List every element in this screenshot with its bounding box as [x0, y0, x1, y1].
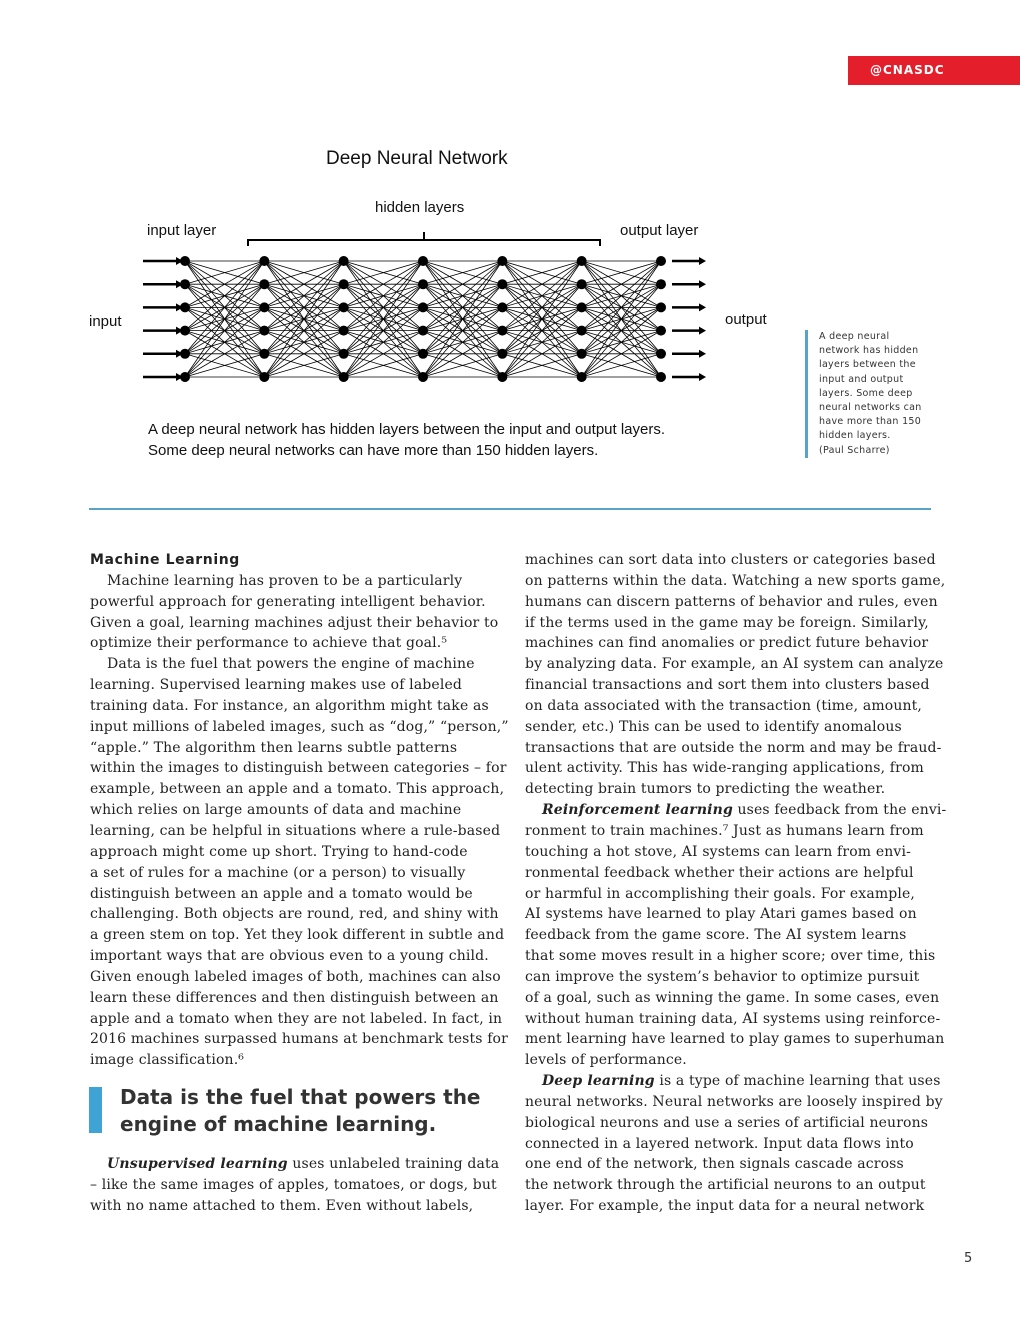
text-line — [525, 717, 946, 738]
neuron-node — [656, 279, 666, 289]
arrow-head — [699, 350, 706, 358]
neuron-node — [259, 302, 269, 312]
text-line — [525, 675, 946, 696]
output-label: output — [725, 311, 767, 328]
emphasized-term: Reinforcement learning — [542, 802, 733, 819]
neuron-node — [577, 302, 587, 312]
line-text: Given enough labeled images of both, machines can also — [90, 968, 501, 985]
neuron-node — [180, 372, 190, 382]
neuron-node — [577, 256, 587, 266]
side-caption-line: network has hidden — [819, 345, 919, 357]
neuron-node — [656, 349, 666, 359]
line-text: by analyzing data. For example, an AI system can analyze — [525, 656, 944, 673]
side-caption-line: neural networks can — [819, 402, 922, 414]
output-layer-label: output layer — [620, 222, 699, 239]
line-text: layer. For example, the input data for a neural network — [525, 1198, 925, 1215]
line-text: can improve the system’s behavior to optimize pursuit — [525, 968, 920, 985]
side-caption-line: layers. Some deep — [819, 387, 913, 399]
neuron-node — [656, 372, 666, 382]
text-line — [525, 1029, 946, 1050]
side-caption-line: A deep neural — [819, 331, 890, 342]
side-caption-line: input and output — [819, 373, 904, 385]
section-heading: Machine Learning — [90, 552, 240, 568]
text-line — [525, 988, 946, 1009]
neuron-node — [656, 256, 666, 266]
line-text: transactions that are outside the norm and may be fraud- — [525, 739, 942, 756]
text-line — [90, 717, 509, 738]
text-line — [525, 925, 946, 946]
emphasized-term: Deep learning — [542, 1073, 655, 1090]
line-text: a green stem on top. Yet they look different in subtle and — [90, 927, 505, 944]
line-text: training data. For instance, an algorithm might take as — [90, 697, 489, 714]
neuron-node — [497, 349, 507, 359]
text-line — [525, 779, 946, 800]
line-text: learning. Supervised learning makes use of labeled — [90, 677, 463, 694]
neuron-node — [259, 349, 269, 359]
arrow-head — [699, 257, 706, 265]
line-text: feedback from the game score. The AI system learns — [525, 927, 907, 944]
text-line — [525, 758, 946, 779]
neuron-node — [180, 326, 190, 336]
neuron-node — [259, 256, 269, 266]
neuron-node — [497, 326, 507, 336]
text-line — [525, 1009, 946, 1030]
neuron-node — [577, 279, 587, 289]
text-line — [525, 1134, 946, 1155]
line-text: apple and a tomato when they are not labeled. In fact, in — [90, 1010, 503, 1027]
side-caption-line: layers between the — [819, 359, 916, 371]
line-text: ronment to train machines.⁷ Just as humans learn from — [525, 822, 924, 839]
pull-quote-bar — [89, 1087, 102, 1133]
neuron-node — [339, 372, 349, 382]
text-line — [525, 1196, 946, 1217]
text-line — [525, 592, 946, 613]
line-text: biological neurons and use a series of artificial neurons — [525, 1114, 929, 1131]
text-line — [525, 821, 946, 842]
text-line — [525, 1092, 946, 1113]
neuron-node — [418, 302, 428, 312]
line-text: image classification.⁶ — [90, 1052, 245, 1069]
neuron-node — [656, 302, 666, 312]
line-text: without human training data, AI systems using reinforce- — [525, 1010, 941, 1027]
text-line — [90, 800, 509, 821]
line-text: learn these differences and then distinguish between an — [90, 989, 499, 1006]
line-text: example, between an apple and a tomato. This approach, — [90, 781, 505, 798]
side-caption-line: (Paul Scharre) — [819, 444, 890, 456]
line-text: on data associated with the transaction (time, amount, — [525, 697, 923, 714]
neuron-node — [418, 256, 428, 266]
right-column — [525, 550, 946, 1217]
line-text: or harmful in accomplishing their goals. For example, — [525, 885, 916, 902]
side-caption-line: have more than 150 — [819, 416, 922, 428]
text-line — [525, 550, 946, 571]
text-line — [525, 1175, 946, 1196]
hidden-layers-label: hidden layers — [375, 199, 465, 216]
line-text: 2016 machines surpassed humans at benchmark tests for — [90, 1031, 508, 1048]
text-line — [525, 1071, 946, 1092]
text-line — [90, 654, 509, 675]
text-line — [90, 821, 509, 842]
text-line — [90, 1175, 499, 1196]
neuron-node — [180, 256, 190, 266]
neuron-node — [339, 279, 349, 289]
text-line — [90, 675, 509, 696]
line-text: on patterns within the data. Watching a new sports game, — [525, 572, 946, 589]
line-text: “apple.” The algorithm then learns subtle patterns — [90, 739, 458, 756]
text-line — [525, 904, 946, 925]
neuron-node — [497, 302, 507, 312]
neuron-node — [339, 256, 349, 266]
line-text: ment learning have learned to play games to superhuman — [525, 1031, 945, 1048]
text-line — [90, 842, 509, 863]
text-line — [525, 800, 946, 821]
neuron-node — [418, 349, 428, 359]
line-text: neural networks. Neural networks are loosely inspired by — [525, 1093, 943, 1110]
line-text: one end of the network, then signals cascade across — [525, 1156, 904, 1173]
line-text: AI systems have learned to play Atari games based on — [525, 906, 917, 923]
line-text: machines can find anomalies or predict future behavior — [525, 635, 929, 652]
text-line — [90, 946, 509, 967]
line-text: touching a hot stove, AI systems can learn from envi- — [525, 843, 911, 860]
line-text: within the images to distinguish between categories – for — [90, 760, 507, 777]
text-line — [525, 654, 946, 675]
text-line — [525, 696, 946, 717]
text-line — [90, 967, 509, 988]
text-line — [525, 842, 946, 863]
line-text: of a goal, such as winning the game. In some cases, even — [525, 989, 940, 1006]
line-text: powerful approach for generating intelligent behavior. — [90, 593, 486, 610]
text-line — [90, 758, 509, 779]
text-line — [525, 613, 946, 634]
arrow-head — [699, 327, 706, 335]
text-line — [525, 884, 946, 905]
neuron-node — [180, 302, 190, 312]
line-text: learning, can be helpful in situations where a rule-based — [90, 822, 501, 839]
arrow-head — [699, 280, 706, 288]
line-text: sender, etc.) This can be used to identify anomalous — [525, 718, 902, 735]
neuron-node — [418, 326, 428, 336]
line-text: input millions of labeled images, such as “dog,” “person,” — [90, 718, 509, 735]
left-column — [90, 550, 509, 1071]
line-text: – like the same images of apples, tomatoes, or dogs, but — [90, 1176, 497, 1193]
neuron-node — [339, 302, 349, 312]
text-line — [525, 863, 946, 884]
text-line — [90, 571, 509, 592]
text-line — [525, 571, 946, 592]
line-text: important ways that are obvious even to a young child. — [90, 948, 489, 965]
text-line — [90, 613, 509, 634]
neuron-node — [497, 372, 507, 382]
text-line — [90, 1196, 499, 1217]
neuron-node — [259, 372, 269, 382]
neuron-node — [577, 326, 587, 336]
text-line — [525, 633, 946, 654]
line-text: ulent activity. This has wide-ranging applications, from — [525, 760, 924, 777]
side-caption-line: hidden layers. — [819, 430, 891, 442]
line-text: which relies on large amounts of data and machine — [90, 802, 462, 819]
neuron-node — [339, 326, 349, 336]
text-line — [525, 967, 946, 988]
neuron-node — [497, 279, 507, 289]
arrow-head — [699, 303, 706, 311]
line-text: detecting brain tumors to predicting the weather. — [525, 781, 886, 798]
text-line — [90, 925, 509, 946]
line-text: humans can discern patterns of behavior and rules, even — [525, 593, 938, 610]
line-text: uses feedback from the envi- — [732, 802, 947, 819]
text-line — [525, 1154, 946, 1175]
line-text: with no name attached to them. Even without labels, — [90, 1197, 474, 1214]
text-line — [525, 738, 946, 759]
text-line — [90, 1009, 509, 1030]
neuron-node — [180, 349, 190, 359]
line-text: approach might come up short. Trying to hand-code — [90, 843, 468, 860]
text-line — [90, 592, 509, 613]
text-line — [525, 946, 946, 967]
pull-quote-text: Data is the fuel that powers the engine of machine learning. — [120, 1085, 481, 1136]
neuron-node — [656, 326, 666, 336]
line-text: financial transactions and sort them into clusters based — [525, 677, 930, 694]
neuron-node — [497, 256, 507, 266]
diagram-title: Deep Neural Network — [326, 148, 508, 169]
line-text: Given a goal, learning machines adjust their behavior to — [90, 614, 499, 631]
diagram-caption-line: Some deep neural networks can have more than 150 hidden layers. — [148, 442, 599, 459]
line-text: the network through the artificial neurons to an output — [525, 1177, 926, 1194]
diagram-caption-line: A deep neural network has hidden layers between the input and output layers. — [148, 421, 666, 438]
neuron-node — [259, 326, 269, 336]
neuron-node — [259, 279, 269, 289]
line-text: Machine learning has proven to be a particularly — [107, 572, 463, 589]
text-line — [525, 1113, 946, 1134]
neuron-node — [339, 349, 349, 359]
neuron-node — [418, 372, 428, 382]
text-line — [90, 863, 509, 884]
text-line — [90, 738, 509, 759]
page-number: 5 — [964, 1251, 973, 1266]
text-line — [525, 1050, 946, 1071]
emphasized-term: Unsupervised learning — [107, 1156, 288, 1172]
line-text: challenging. Both objects are round, red, and shiny with — [90, 906, 499, 923]
line-text: distinguish between an apple and a tomato would be — [90, 885, 473, 902]
text-line — [90, 1029, 509, 1050]
line-text: a set of rules for a machine (or a person) to visually — [90, 864, 466, 881]
side-caption — [805, 330, 944, 458]
line-text: machines can sort data into clusters or categories based — [525, 552, 936, 568]
text-line — [90, 1154, 499, 1175]
text-line — [90, 1050, 509, 1071]
line-text: if the terms used in the game may be foreign. Similarly, — [525, 614, 929, 631]
line-text: connected in a layered network. Input data flows into — [525, 1135, 914, 1152]
left-column-continued — [90, 1154, 499, 1217]
text-line — [90, 696, 509, 717]
text-line — [90, 779, 509, 800]
line-text: levels of performance. — [525, 1052, 687, 1069]
line-text: ronmental feedback whether their actions are helpful — [525, 864, 914, 881]
line-text: uses unlabeled training data — [287, 1156, 500, 1172]
line-text: that some moves result in a higher score; over time, this — [525, 948, 936, 965]
text-line — [90, 884, 509, 905]
neuron-node — [418, 279, 428, 289]
neuron-node — [577, 349, 587, 359]
section-divider — [89, 508, 931, 510]
neuron-node — [577, 372, 587, 382]
input-layer-label: input layer — [147, 222, 217, 239]
text-line — [90, 988, 509, 1009]
line-text: Data is the fuel that powers the engine of machine — [107, 656, 475, 673]
header-tag: @CNASDC — [848, 56, 1020, 85]
line-text: is a type of machine learning that uses — [654, 1073, 941, 1090]
hidden-layers-bracket — [248, 232, 600, 246]
text-line — [90, 633, 509, 654]
line-text: optimize their performance to achieve that goal.⁵ — [90, 635, 448, 652]
text-line — [90, 904, 509, 925]
neuron-node — [180, 279, 190, 289]
input-label: input — [89, 313, 122, 330]
arrow-head — [699, 373, 706, 381]
